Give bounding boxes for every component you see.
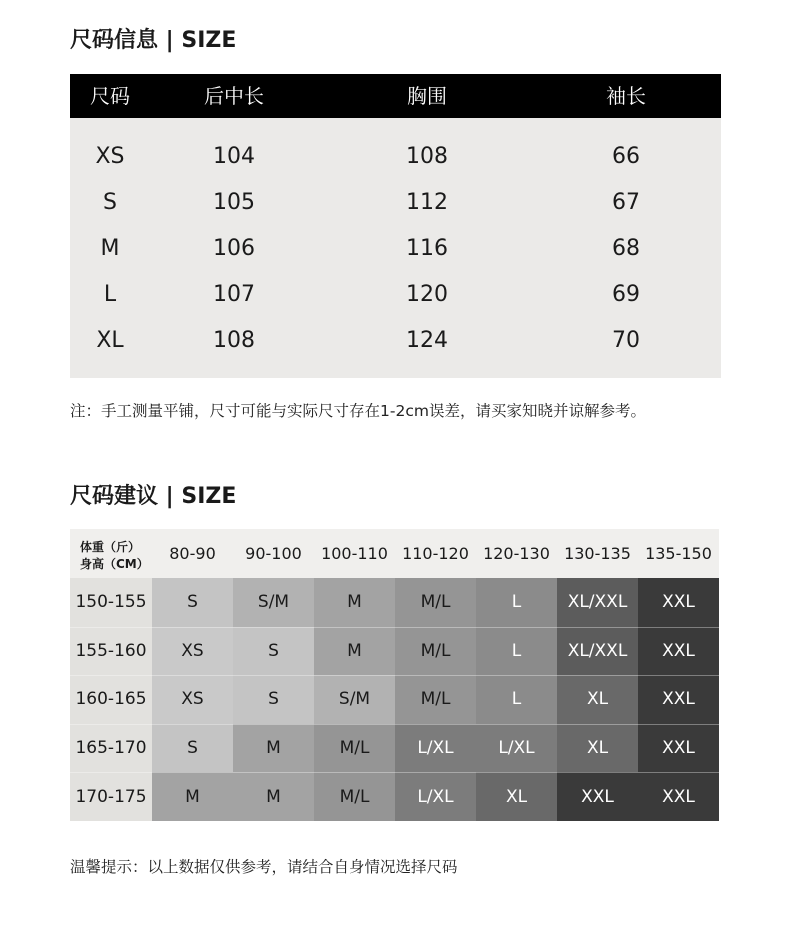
size-suggestion-cell: XS [152,675,233,724]
table-row [70,318,721,364]
size-suggestion-cell: L/XL [395,724,476,773]
size-suggestion-cell: S/M [314,675,395,724]
weight-header: 135-150 [645,544,712,563]
size-info-table [70,74,721,378]
row-divider [70,627,719,628]
size-suggestion-cell: M/L [314,724,395,773]
table-row [70,180,721,226]
reference-note: 温馨提示：以上数据仅供参考，请结合自身情况选择尺码 [70,858,458,876]
size-suggestion-cell: XXL [638,772,719,821]
size-suggestion-title: 尺码建议 | SIZE [70,484,237,509]
header-sleeve: 袖长 [606,84,646,108]
size-suggestion-cell: M [314,627,395,676]
size-suggestion-cell: M [152,772,233,821]
row-divider [70,772,719,773]
size-suggestion-cell: M/L [395,675,476,724]
sleeve-cell: 67 [612,190,640,215]
sleeve-cell: 68 [612,236,640,261]
height-axis-label: 身高（CM） [80,557,149,571]
size-suggestion-cell: XXL [557,772,638,821]
table-row [70,272,721,318]
size-suggestion-cell: S [152,724,233,773]
size-suggestion-cell: M/L [395,578,476,627]
row-divider [70,724,719,725]
size-suggestion-cell: L [476,675,557,724]
back-length-cell: 106 [213,236,255,261]
weight-header: 130-135 [564,544,631,563]
size-info-title: 尺码信息 | SIZE [70,28,237,53]
chest-cell: 112 [406,190,448,215]
measurement-note: 注：手工测量平铺，尺寸可能与实际尺寸存在1-2cm误差，请买家知晓并谅解参考。 [70,402,646,420]
size-suggestion-cell: M [233,772,314,821]
weight-header: 80-90 [169,544,216,563]
size-suggestion-cell: S [152,578,233,627]
size-suggestion-cell: XL [557,724,638,773]
height-row-label: 155-160 [70,627,152,676]
sleeve-cell: 70 [612,328,640,353]
size-cell: S [103,190,117,215]
back-length-cell: 104 [213,144,255,169]
table-row [70,134,721,180]
corner-label [80,539,149,573]
row-divider [70,675,719,676]
header-size: 尺码 [90,84,130,108]
size-suggestion-cell: L/XL [395,772,476,821]
size-suggestion-cell: S [233,627,314,676]
size-suggestion-cell: S/M [233,578,314,627]
chest-cell: 120 [406,282,448,307]
weight-header: 90-100 [245,544,302,563]
chest-cell: 124 [406,328,448,353]
size-suggestion-cell: XS [152,627,233,676]
size-suggestion-grid [70,529,719,821]
back-length-cell: 107 [213,282,255,307]
weight-header: 120-130 [483,544,550,563]
size-suggestion-cell: L [476,578,557,627]
back-length-cell: 108 [213,328,255,353]
height-row-label: 150-155 [70,578,152,627]
size-cell: XL [96,328,124,353]
size-suggestion-cell: XL/XXL [557,578,638,627]
size-suggestion-cell: XXL [638,724,719,773]
sleeve-cell: 66 [612,144,640,169]
size-suggestion-cell: XL [476,772,557,821]
size-cell: XS [95,144,125,169]
table-row [70,226,721,272]
back-length-cell: 105 [213,190,255,215]
height-row-label: 160-165 [70,675,152,724]
size-suggestion-cell: M [314,578,395,627]
sleeve-cell: 69 [612,282,640,307]
chest-cell: 116 [406,236,448,261]
weight-header: 110-120 [402,544,469,563]
weight-header: 100-110 [321,544,388,563]
height-row-label: 165-170 [70,724,152,773]
size-suggestion-cell: XXL [638,627,719,676]
size-suggestion-cell: XXL [638,578,719,627]
size-cell: L [103,282,117,307]
size-suggestion-cell: S [233,675,314,724]
height-row-label: 170-175 [70,772,152,821]
size-cell: M [100,236,120,261]
size-suggestion-cell: L/XL [476,724,557,773]
size-suggestion-cell: M/L [395,627,476,676]
size-suggestion-cell: XL/XXL [557,627,638,676]
size-suggestion-cell: L [476,627,557,676]
size-suggestion-cell: M [233,724,314,773]
header-back-length: 后中长 [204,84,264,108]
chest-cell: 108 [406,144,448,169]
size-info-body [70,118,721,378]
header-chest: 胸围 [407,84,447,108]
size-suggestion-cell: M/L [314,772,395,821]
size-suggestion-cell: XXL [638,675,719,724]
weight-axis-label: 体重（斤） [80,540,141,554]
size-info-header [70,74,721,118]
size-suggestion-cell: XL [557,675,638,724]
